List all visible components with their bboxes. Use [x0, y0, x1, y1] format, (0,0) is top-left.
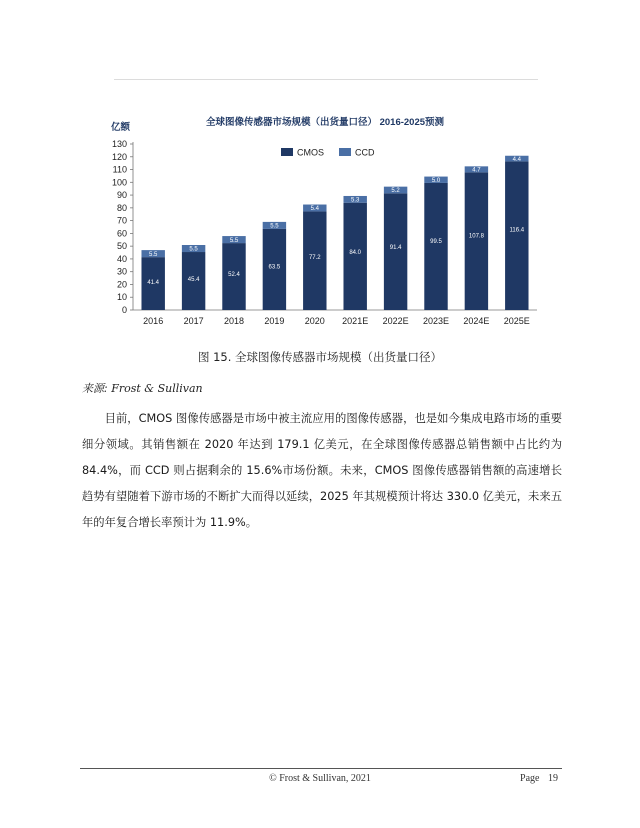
data-label-cmos: 107.8	[468, 233, 484, 240]
data-label-ccd: 5.3	[351, 197, 360, 204]
y-tick-label: 80	[116, 202, 127, 213]
x-tick-label: 2016	[143, 316, 164, 326]
y-tick-label: 50	[116, 241, 127, 252]
bar-cmos	[465, 172, 488, 310]
x-tick-label: 2025E	[503, 316, 530, 326]
y-tick-label: 100	[111, 177, 127, 188]
market-size-chart	[109, 100, 541, 336]
page-number: 19	[548, 773, 558, 784]
data-label-cmos: 41.4	[147, 279, 160, 286]
y-tick-label: 30	[116, 266, 127, 277]
y-tick-label: 60	[116, 228, 127, 239]
body-paragraph-block	[82, 406, 562, 536]
chart-title: 全球图像传感器市场规模（出货量口径） 2016-2025预测	[205, 117, 445, 128]
legend-swatch-cmos	[281, 148, 293, 156]
y-tick-label: 10	[116, 292, 127, 303]
data-label-cmos: 99.5	[430, 239, 442, 246]
data-label-ccd: 5.5	[229, 237, 239, 244]
y-tick-label: 120	[111, 151, 127, 162]
legend-swatch-ccd	[339, 148, 351, 156]
y-axis-label: 亿额	[111, 122, 131, 133]
y-tick-label: 20	[116, 279, 127, 290]
chart-svg	[109, 100, 541, 336]
x-tick-label: 2018	[223, 316, 245, 326]
x-tick-label: 2021E	[342, 316, 369, 326]
data-label-cmos: 116.4	[509, 227, 525, 234]
bar-cmos	[343, 203, 366, 310]
y-tick-label: 90	[116, 190, 127, 201]
source-name: Frost & Sullivan	[111, 382, 203, 395]
x-tick-label: 2023E	[422, 316, 450, 326]
x-tick-label: 2022E	[382, 316, 409, 326]
bar-cmos	[505, 161, 528, 310]
header-rule	[114, 79, 538, 80]
legend-label-cmos: CMOS	[297, 147, 324, 158]
data-label-cmos: 63.5	[268, 264, 281, 271]
y-tick-label: 110	[112, 164, 127, 175]
data-label-cmos: 52.4	[228, 272, 240, 279]
legend-label-ccd: CCD	[355, 147, 375, 158]
page-label: Page	[520, 773, 540, 784]
data-label-ccd: 4.4	[512, 156, 521, 163]
data-label-cmos: 77.2	[308, 254, 321, 261]
data-label-ccd: 4.7	[472, 167, 481, 174]
data-label-ccd: 5.5	[189, 246, 198, 253]
data-label-ccd: 5.4	[310, 206, 319, 213]
source-label: 来源:	[82, 382, 108, 395]
data-label-ccd: 5.5	[149, 251, 158, 258]
data-label-ccd: 5.2	[391, 188, 400, 195]
bar-cmos	[424, 183, 447, 310]
y-tick-label: 130	[111, 139, 127, 149]
y-tick-label: 70	[116, 215, 127, 226]
footer-copyright: © Frost & Sullivan, 2021	[269, 773, 371, 784]
data-label-cmos: 91.4	[389, 244, 402, 251]
x-tick-label: 2020	[304, 316, 325, 326]
body-paragraph: 目前，CMOS 图像传感器是市场中被主流应用的图像传感器，也是如今集成电路市场的重要细分领域。其销售额在 2020 年达到 179.1 亿美元，在全球图像传感器总销售额中占比约为 84.4%，而 CCD 则占据剩余的 15.6%市场份额。未来，CMOS 图像传感器销售额的高速增长趋势有望随着下游市场的不断扩大而得以延续，2025 年其规模预计将达 330.0 亿美元，未来五年的年复合增长率预计为 11.9%。	[82, 412, 562, 529]
source-line	[82, 380, 203, 396]
data-label-cmos: 84.0	[349, 250, 362, 257]
y-tick-label: 40	[116, 253, 127, 264]
y-tick-label: 0	[121, 305, 127, 315]
x-tick-label: 2019	[264, 316, 285, 326]
bar-cmos	[384, 193, 407, 310]
data-label-cmos: 45.4	[187, 277, 200, 284]
x-tick-label: 2017	[183, 316, 204, 326]
footer-page	[514, 773, 558, 784]
footer-rule	[80, 768, 562, 769]
data-label-ccd: 5.5	[270, 223, 279, 230]
figure-caption: 图 15. 全球图像传感器市场规模（出货量口径）	[197, 350, 443, 364]
x-tick-label: 2024E	[463, 316, 490, 326]
data-label-ccd: 5.0	[431, 177, 441, 184]
